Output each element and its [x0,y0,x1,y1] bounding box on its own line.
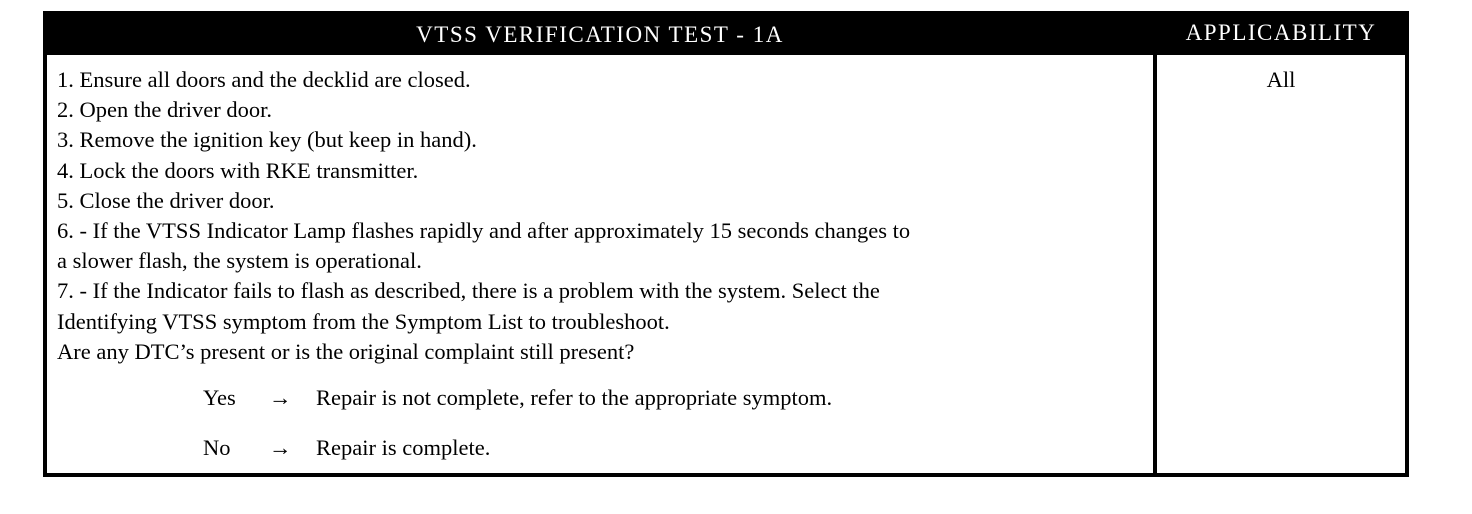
answer-yes-text: Repair is not complete, refer to the appropriate symptom. [316,385,833,410]
answer-no-label: No [203,435,231,460]
step-7-line-1: 7. - If the Indicator fails to flash as described, there is a problem with the system. Select the [57,278,880,304]
test-steps [57,65,1153,367]
step-6-line-1: 6. - If the VTSS Indicator Lamp flashes rapidly and after approximately 15 seconds changes to [57,218,911,244]
applicability-header: APPLICABILITY [1185,20,1377,45]
step-4: 4. Lock the doors with RKE transmitter. [57,157,419,183]
table-header [47,15,1405,55]
answer-no-text: Repair is complete. [316,435,491,460]
step-3: 3. Remove the ignition key (but keep in hand). [57,127,477,153]
verification-test-table [43,11,1409,477]
column-divider [1153,55,1157,473]
answer-yes-label: Yes [203,385,236,410]
step-5: 5. Close the driver door. [57,187,275,213]
question: Are any DTC’s present or is the original complaint still present? [57,338,635,364]
step-7-line-2: Identifying VTSS symptom from the Symptom List to troubleshoot. [57,308,670,334]
step-2: 2. Open the driver door. [57,97,272,123]
applicability-value: All [1266,67,1296,92]
test-title: VTSS VERIFICATION TEST - 1A [416,22,784,47]
right-arrow-icon: → [269,435,292,460]
right-arrow-icon: → [269,385,292,410]
step-6-line-2: a slower flash, the system is operational. [57,248,422,274]
step-1: 1. Ensure all doors and the decklid are closed. [57,67,471,92]
